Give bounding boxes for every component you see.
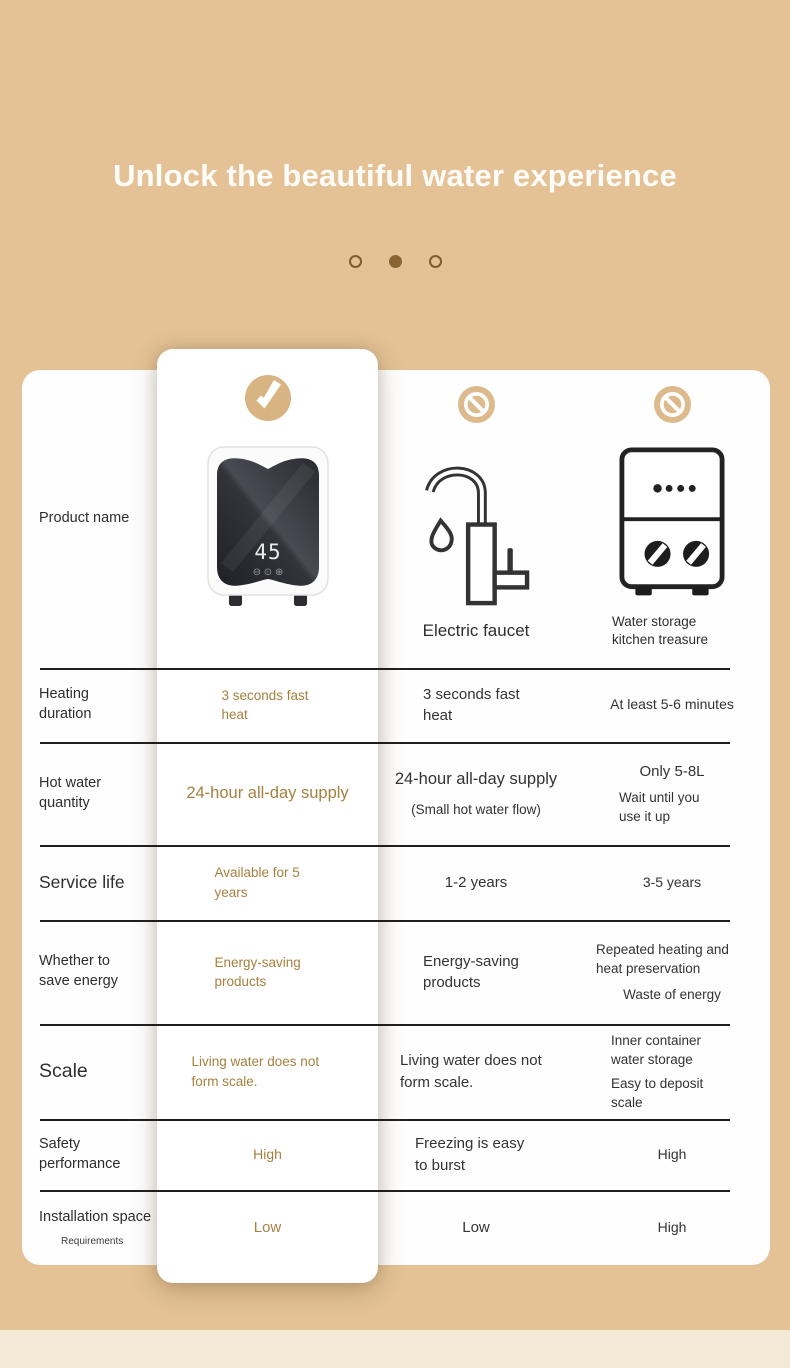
comparison-grid <box>22 370 770 1265</box>
table-row-heating-duration <box>22 668 770 742</box>
table-row-save-energy <box>22 920 770 1024</box>
row-label: Installation space <box>39 1208 152 1225</box>
table-row-hot-water-quantity <box>22 742 770 845</box>
cell-product-quantity: 24-hour all-day supply <box>186 783 349 802</box>
comparison-table <box>22 370 770 1265</box>
row-label: Product name <box>39 510 130 527</box>
instant-water-heater-image <box>205 445 331 609</box>
row-label: Service life <box>39 871 125 892</box>
row-label: Heating duration <box>39 686 92 722</box>
cell-product-space: Low <box>253 1218 282 1236</box>
carousel-dot-1[interactable] <box>349 255 362 268</box>
bottom-strip <box>0 1330 790 1368</box>
product-column-header <box>157 370 378 668</box>
cell-storage-scale: Inner container water storage <box>611 1033 702 1068</box>
cell-storage-quantity: Only 5-8L <box>639 762 705 780</box>
cell-storage-safety: High <box>657 1145 687 1162</box>
storage-column-header <box>574 370 770 668</box>
table-row-installation-space <box>22 1190 770 1265</box>
cell-storage-space: High <box>657 1218 687 1235</box>
no-entry-icon <box>458 386 495 423</box>
electric-faucet-icon <box>417 446 535 608</box>
heater-temperature-display: 45 <box>253 540 282 564</box>
check-icon <box>245 375 291 421</box>
table-row-scale <box>22 1024 770 1119</box>
cell-faucet-scale: Living water does not form scale. <box>400 1052 542 1091</box>
carousel-dots <box>0 255 790 268</box>
cell-storage-heating: At least 5-6 minutes <box>610 696 734 713</box>
row-label-cell <box>22 370 157 668</box>
cell-product-energy: Energy-saving products <box>214 954 301 989</box>
cell-faucet-quantity: 24-hour all-day supply <box>394 770 558 789</box>
faucet-column-header <box>378 370 574 668</box>
cell-storage-quantity-sub: Wait until you use it up <box>619 789 700 825</box>
cell-product-scale: Living water does not form scale. <box>191 1054 320 1089</box>
heater-touch-buttons: ⊖ ⊙ ⊕ <box>252 567 283 578</box>
cell-storage-scale-sub: Easy to deposit scale <box>611 1075 704 1110</box>
row-label: Hot water quantity <box>39 774 102 811</box>
cell-faucet-life: 1-2 years <box>444 873 508 891</box>
cell-faucet-energy: Energy-saving products <box>423 952 519 991</box>
carousel-dot-3[interactable] <box>429 255 442 268</box>
cell-product-life: Available for 5 years <box>214 865 300 900</box>
cell-faucet-space: Low <box>462 1218 490 1236</box>
row-label-sub: Requirements <box>61 1236 124 1248</box>
cell-storage-energy: Repeated heating and heat preservation <box>596 941 729 976</box>
table-row-product-name <box>22 370 770 668</box>
table-row-safety <box>22 1119 770 1190</box>
carousel-dot-2-active[interactable] <box>389 255 402 268</box>
row-label: Whether to save energy <box>39 953 118 989</box>
cell-faucet-safety: Freezing is easy to burst <box>415 1135 525 1174</box>
cell-storage-life: 3-5 years <box>642 873 702 890</box>
row-label: Scale <box>39 1060 88 1083</box>
table-row-service-life <box>22 845 770 920</box>
cell-faucet-quantity-sub: (Small hot water flow) <box>411 801 541 817</box>
faucet-column-name: Electric faucet <box>422 621 530 640</box>
cell-faucet-heating: 3 seconds fast heat <box>423 685 520 724</box>
no-entry-icon <box>654 386 691 423</box>
cell-product-safety: High <box>253 1145 282 1162</box>
storage-column-name: Water storage kitchen treasure <box>612 614 709 648</box>
water-storage-kitchen-treasure-icon <box>614 446 730 604</box>
cell-storage-energy-sub: Waste of energy <box>623 987 721 1003</box>
row-label: Safety performance <box>39 1135 121 1172</box>
cell-product-heating: 3 seconds fast heat <box>221 687 309 722</box>
page-title: Unlock the beautiful water experience <box>113 158 677 193</box>
